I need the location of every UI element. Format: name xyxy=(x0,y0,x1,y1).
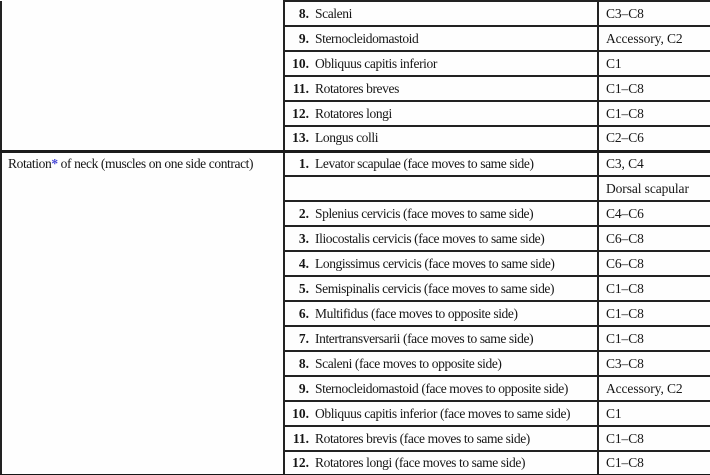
muscle-number: 10. xyxy=(292,405,309,421)
muscle-number: 11. xyxy=(292,430,309,446)
nerve-value: Dorsal scapular xyxy=(606,180,689,196)
nerve-value: C2–C6 xyxy=(606,130,644,146)
nerve-value: Accessory, C2 xyxy=(606,30,683,46)
nerve-cell xyxy=(598,251,710,276)
nerve-value: C3–C8 xyxy=(606,5,644,21)
nerve-value: C1–C8 xyxy=(606,105,644,121)
nerve-value: C6–C8 xyxy=(606,230,644,246)
nerve-cell xyxy=(598,426,710,451)
muscle-number: 7. xyxy=(298,330,309,346)
muscle-name: Splenius cervicis (face moves to same side) xyxy=(315,205,534,221)
muscle-number: 13. xyxy=(292,130,309,146)
muscle-name: Intertransversarii (face moves to same side) xyxy=(315,330,534,346)
muscle-number: 9. xyxy=(298,30,309,46)
muscle-name: Scaleni xyxy=(315,5,352,21)
nerve-cell xyxy=(598,451,710,475)
muscle-cell xyxy=(284,276,598,301)
muscle-cell xyxy=(284,401,598,426)
nerve-cell xyxy=(598,201,710,226)
muscle-number: 6. xyxy=(298,305,309,321)
nerve-cell xyxy=(598,376,710,401)
muscle-name: Obliquus capitis inferior (face moves to same side) xyxy=(315,405,571,421)
nerve-cell xyxy=(598,326,710,351)
muscle-cell xyxy=(284,376,598,401)
nerve-value: C1–C8 xyxy=(606,80,644,96)
muscle-cell xyxy=(284,201,598,226)
muscle-cell xyxy=(284,101,598,126)
muscle-cell xyxy=(284,251,598,276)
muscle-cell xyxy=(284,451,598,475)
muscle-number: 2. xyxy=(298,205,309,221)
muscle-name: Sternocleidomastoid xyxy=(315,30,419,46)
muscle-name: Longissimus cervicis (face moves to same side) xyxy=(315,255,555,271)
nerve-value: C1 xyxy=(606,55,622,71)
table-row xyxy=(1,1,710,26)
muscle-name: Obliquus capitis inferior xyxy=(315,55,437,71)
muscle-name: Sternocleidomastoid (face moves to opposite side) xyxy=(315,380,568,396)
muscle-cell xyxy=(284,301,598,326)
muscle-name: Rotatores longi xyxy=(315,105,392,121)
nerve-cell xyxy=(598,226,710,251)
nerve-value: C6–C8 xyxy=(606,255,644,271)
muscle-cell xyxy=(284,76,598,101)
muscle-cell xyxy=(284,226,598,251)
muscle-cell xyxy=(284,1,598,26)
nerve-value: C1–C8 xyxy=(606,330,644,346)
muscle-name: Rotatores breves xyxy=(315,80,399,96)
nerve-cell xyxy=(598,101,710,126)
muscle-cell xyxy=(284,426,598,451)
muscle-name: Scaleni (face moves to opposite side) xyxy=(315,355,502,371)
nerve-value: C3–C8 xyxy=(606,355,644,371)
footnote-marker-icon: * xyxy=(51,155,58,171)
muscle-name: Iliocostalis cervicis (face moves to same side) xyxy=(315,230,545,246)
nerve-value: C1–C8 xyxy=(606,305,644,321)
muscle-number: 10. xyxy=(292,55,309,71)
action-cell xyxy=(1,151,284,475)
table-row xyxy=(1,151,710,176)
muscle-number: 9. xyxy=(298,380,309,396)
muscle-cell xyxy=(284,326,598,351)
nerve-cell xyxy=(598,276,710,301)
nerve-value: C1–C8 xyxy=(606,280,644,296)
muscle-cell xyxy=(284,51,598,76)
nerve-cell xyxy=(598,301,710,326)
nerve-cell xyxy=(598,76,710,101)
muscle-number: 8. xyxy=(298,5,309,21)
muscle-number: 1. xyxy=(298,155,309,171)
nerve-cell xyxy=(598,351,710,376)
muscle-cell xyxy=(284,126,598,151)
muscle-name: Levator scapulae (face moves to same side) xyxy=(315,155,534,171)
muscle-name: Rotatores longi (face moves to same side) xyxy=(315,455,526,470)
muscle-number: 5. xyxy=(298,280,309,296)
muscle-cell xyxy=(284,176,598,201)
nerve-cell xyxy=(598,176,710,201)
nerve-cell xyxy=(598,151,710,176)
muscle-name: Multifidus (face moves to opposite side) xyxy=(315,305,518,321)
nerve-value: C1–C8 xyxy=(606,430,644,446)
nerve-value: Accessory, C2 xyxy=(606,380,683,396)
nerve-cell xyxy=(598,51,710,76)
nerve-value: C1–C8 xyxy=(606,455,644,470)
muscle-name: Semispinalis cervicis (face moves to same side) xyxy=(315,280,555,296)
muscle-number: 12. xyxy=(292,105,309,121)
muscle-number: 11. xyxy=(292,80,309,96)
muscle-number: 4. xyxy=(298,255,309,271)
muscle-name: Longus colli xyxy=(315,130,379,146)
action-text: Rotation xyxy=(8,155,52,171)
nerve-value: C3, C4 xyxy=(606,155,644,171)
nerve-value: C4–C6 xyxy=(606,205,644,221)
muscle-cell xyxy=(284,26,598,51)
nerve-cell xyxy=(598,126,710,151)
nerve-cell xyxy=(598,401,710,426)
muscle-number: 12. xyxy=(292,455,309,470)
action-cell-continued xyxy=(1,1,284,151)
muscle-name: Rotatores brevis (face moves to same side) xyxy=(315,430,530,446)
action-text: of neck (muscles on one side contract) xyxy=(57,155,254,171)
muscle-cell xyxy=(284,151,598,176)
nerve-cell xyxy=(598,1,710,26)
muscle-number: 3. xyxy=(298,230,309,246)
nerve-cell xyxy=(598,26,710,51)
muscle-cell xyxy=(284,351,598,376)
table-body xyxy=(1,1,710,475)
muscle-number: 8. xyxy=(298,355,309,371)
nerve-value: C1 xyxy=(606,405,622,421)
